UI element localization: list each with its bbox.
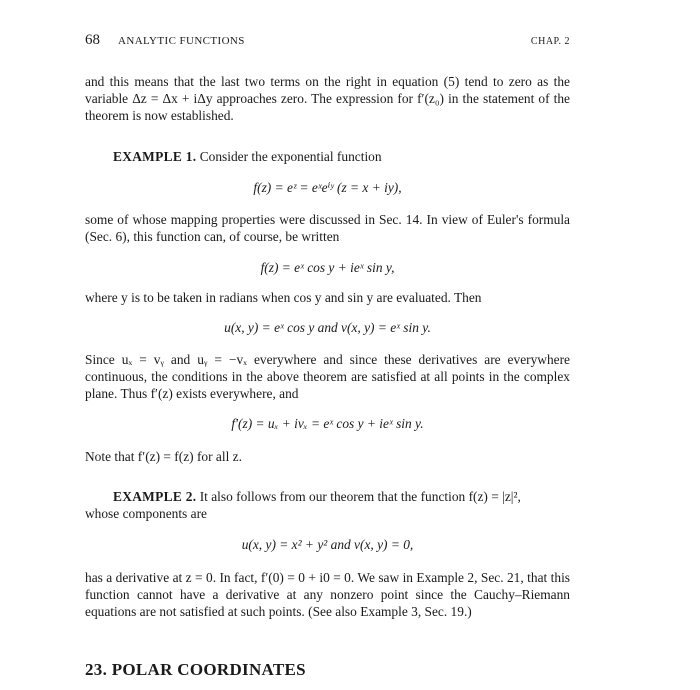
example1-equation-1: f(z) = eᶻ = eˣeⁱʸ (z = x + iy),	[253, 180, 402, 195]
example1-equation-4: f′(z) = uₓ + ivₓ = eˣ cos y + ieˣ sin y.	[231, 416, 424, 431]
example1-paragraph-2: where y is to be taken in radians when cos y and sin y are evaluated. Then	[85, 290, 482, 305]
example2-equation-1: u(x, y) = x² + y² and v(x, y) = 0,	[241, 537, 414, 552]
example2-label: EXAMPLE 2.	[113, 489, 197, 504]
section-heading: 23. POLAR COORDINATES	[85, 660, 306, 679]
example1-note: Note that f′(z) = f(z) for all z.	[85, 449, 242, 464]
example2-text-continued: whose components are	[85, 506, 207, 521]
running-title: ANALYTIC FUNCTIONS	[118, 35, 245, 47]
example1-text: Consider the exponential function	[199, 149, 382, 164]
example1-paragraph-3: Since uₓ = vᵧ and uᵧ = −vₓ everywhere and since these derivatives are everywhere continuous, the conditions in the above theorem are satisfied at all points in the complex plane. Thus f′(z) exists everywhere, and	[85, 352, 570, 401]
example2-paragraph: has a derivative at z = 0. In fact, f′(0) = 0 + i0 = 0. We saw in Example 2, Sec. 21, that this function cannot have a derivative at any nonzero point since the Cauchy–Riemann equations are not satisfied at such points. (See also Example 3, Sec. 19.)	[85, 570, 570, 619]
example1-heading	[113, 149, 382, 165]
intro-paragraph: and this means that the last two terms on the right in equation (5) tend to zero as the variable Δz = Δx + iΔy approaches zero. The expression for f′(z₀) in the statement of the theorem is now established.	[85, 74, 570, 123]
example2-heading	[113, 489, 521, 505]
example1-label: EXAMPLE 1.	[113, 149, 197, 164]
example2-text: It also follows from our theorem that the function f(z) = |z|²,	[199, 489, 521, 504]
example1-paragraph-1: some of whose mapping properties were discussed in Sec. 14. In view of Euler's formula (Sec. 6), this function can, of course, be written	[85, 212, 570, 244]
example1-equation-3: u(x, y) = eˣ cos y and v(x, y) = eˣ sin y.	[224, 320, 431, 335]
example1-equation-2: f(z) = eˣ cos y + ieˣ sin y,	[260, 260, 395, 275]
page-number: 68	[85, 32, 100, 48]
chapter-label: CHAP. 2	[530, 36, 570, 47]
